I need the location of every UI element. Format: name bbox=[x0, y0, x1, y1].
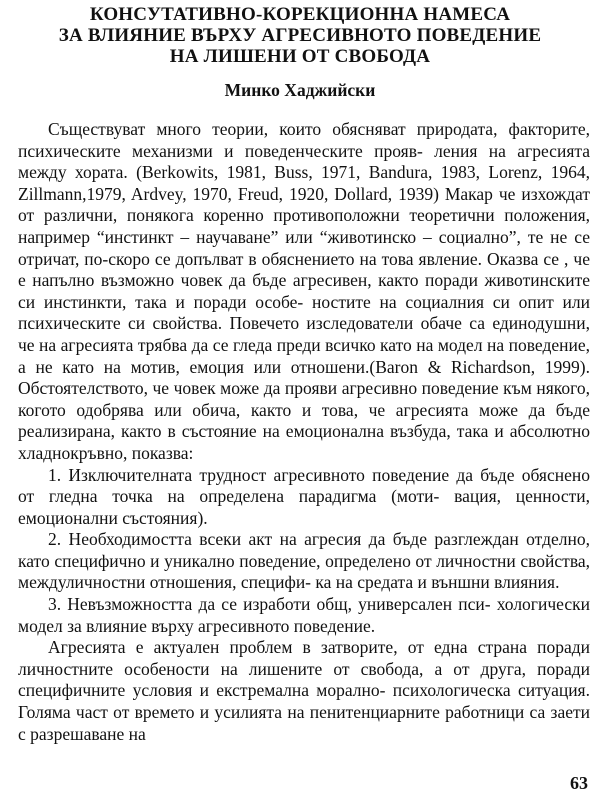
paragraph-prisons: Агресията е актуален проблем в затворите, от една страна поради личностните особености на лишените от свобода, а от друга, поради специфичните условия и екстремална морално- психологическа ситуация. Голяма част от времето и усилията на пенитенциарните работници са заети с разрешаване на bbox=[18, 637, 590, 744]
title-line-2: ЗА ВЛИЯНИЕ ВЪРХУ АГРЕСИВНОТО ПОВЕДЕНИЕ bbox=[58, 25, 542, 46]
article-body bbox=[18, 119, 590, 745]
paragraph-intro: Съществуват много теории, които обясняват природата, факторите, психическите механизми и поведенческите прояв- ления на агресията между хората. (Berkowits, 1981, Buss, 1971, Bandura, 1983, Lorenz, 1964, Zillmann,1979, Ardvey, 1970, Freud, 1920, Dollard, 1939) Макар че изхождат от различни, понякога коренно противоположни теоретични положения, например “инстинкт – научаване” или “животинско – социално”, те не се отричат, по-скоро се допълват в обяснението на това явление. Оказва се , че е напълно възможно човек да бъде агресивен, както поради животинските си инстинкти, така и поради особе- ностите на социалния си опит или психическите си свойства. Повечето изследователи обаче са единодушни, че на агресията трябва да се гледа преди всичко като на модел на поведение, а не като на мотив, емоция или отношени.(Baron & Richardson, 1999). Обстоятелството, че човек може да прояви агресивно поведение към някого, когото одобрява или обича, както и това, че агресията може да бъде реализирана, както в състояние на емоционална възбуда, така и абсолютно хладнокръвно, показва: bbox=[18, 119, 590, 463]
page-number: 63 bbox=[570, 773, 588, 793]
title-line-1: КОНСУТАТИВНО-КОРЕКЦИОННА НАМЕСА bbox=[89, 4, 511, 25]
author-name: Минко Хаджийски bbox=[224, 80, 376, 100]
paragraph-point-1: 1. Изключителната трудност агресивното поведение да бъде обяснено от гледна точка на определена парадигма (моти- вация, ценности, емоционални състояния). bbox=[18, 464, 590, 528]
title-line-3: НА ЛИШЕНИ ОТ СВОБОДА bbox=[169, 46, 431, 67]
article-title bbox=[0, 4, 600, 67]
paragraph-point-2: 2. Необходимостта всеки акт на агресия да бъде разглеждан отделно, като специфично и уникално поведение, определено от личностни свойства, междуличностни отношения, специфи- ка на средата и външни влияния. bbox=[18, 529, 590, 593]
paragraph-point-3: 3. Невъзможността да се изработи общ, универсален пси- хологически модел за влияние върху агресивното поведение. bbox=[18, 594, 590, 636]
